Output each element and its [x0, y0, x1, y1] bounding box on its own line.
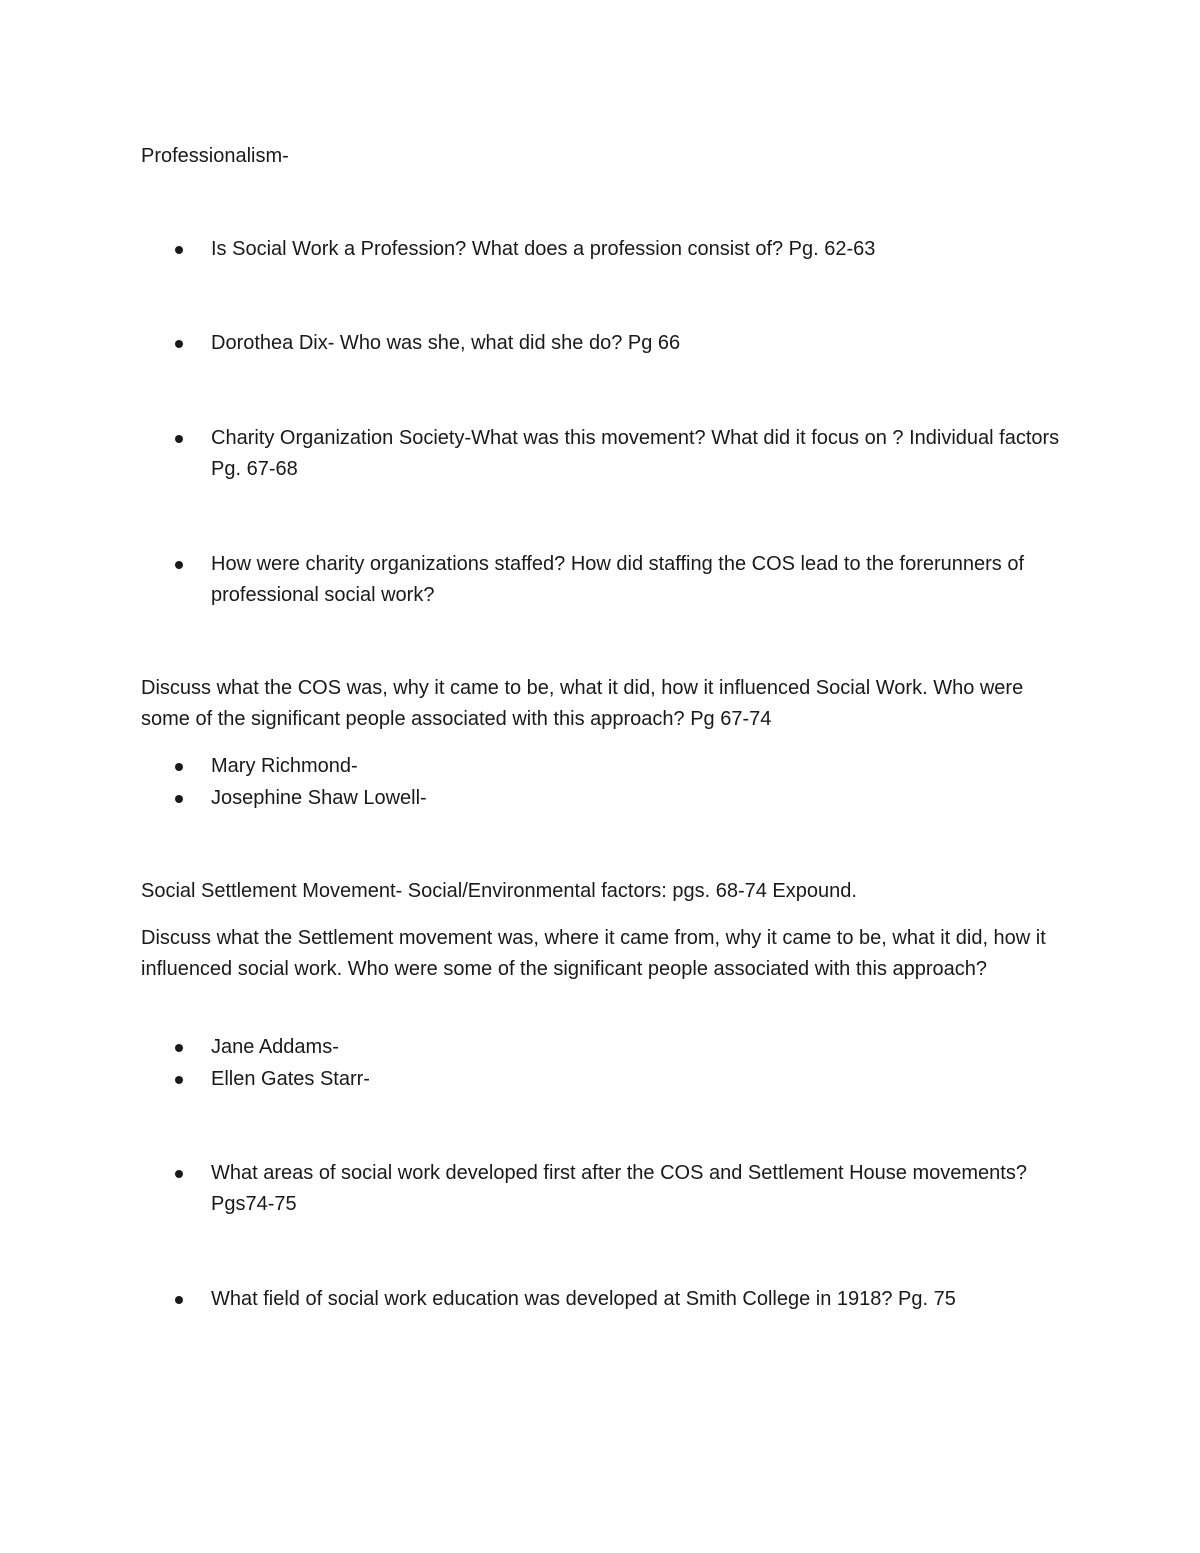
list-item-text: What field of social work education was developed at Smith College in 1918? Pg. 75 — [211, 1288, 956, 1310]
paragraph-cos-discussion: Discuss what the COS was, why it came to be, what it did, how it influenced Social Work. Who were some of the significant people associated with this approach? Pg 67-74 — [141, 677, 1024, 730]
bullet-icon — [175, 340, 183, 348]
bullet-icon — [175, 246, 183, 254]
list-item — [141, 1158, 1081, 1220]
bullet-icon — [175, 795, 183, 803]
list-item-text: Dorothea Dix- Who was she, what did she do? Pg 66 — [211, 332, 681, 354]
list-item — [141, 751, 1081, 782]
list-item-text: Josephine Shaw Lowell- — [211, 787, 427, 809]
section-heading-professionalism: Professionalism- — [141, 145, 289, 167]
bullet-icon — [175, 1076, 183, 1084]
bullet-icon — [175, 1296, 183, 1304]
list-item — [141, 783, 1081, 814]
list-item — [141, 549, 1081, 611]
section-heading-settlement: Social Settlement Movement- Social/Environmental factors: pgs. 68-74 Expound. — [141, 880, 857, 902]
bullet-icon — [175, 763, 183, 771]
list-item-text: Ellen Gates Starr- — [211, 1068, 370, 1090]
list-item — [141, 328, 1081, 359]
list-item-text: Jane Addams- — [211, 1036, 339, 1058]
list-item-text: Charity Organization Society-What was this movement? What did it focus on ? Individual factors Pg. 67-68 — [211, 427, 1060, 480]
list-item — [141, 423, 1081, 485]
paragraph-settlement-discussion: Discuss what the Settlement movement was, where it came from, why it came to be, what it did, how it influenced social work. Who were some of the significant people associated with this approach? — [141, 927, 1046, 980]
list-item-text: How were charity organizations staffed? How did staffing the COS lead to the forerunners of professional social work? — [211, 553, 1025, 606]
list-item — [141, 1064, 1081, 1095]
list-item — [141, 1284, 1081, 1315]
list-item-text: Is Social Work a Profession? What does a profession consist of? Pg. 62-63 — [211, 238, 876, 260]
bullet-icon — [175, 435, 183, 443]
bullet-icon — [175, 1044, 183, 1052]
bullet-icon — [175, 1170, 183, 1178]
list-item-text: Mary Richmond- — [211, 755, 358, 777]
list-item — [141, 234, 1081, 265]
list-item-text: What areas of social work developed first after the COS and Settlement House movements? Pgs74-75 — [211, 1162, 1027, 1215]
bullet-icon — [175, 561, 183, 569]
list-item — [141, 1032, 1081, 1063]
